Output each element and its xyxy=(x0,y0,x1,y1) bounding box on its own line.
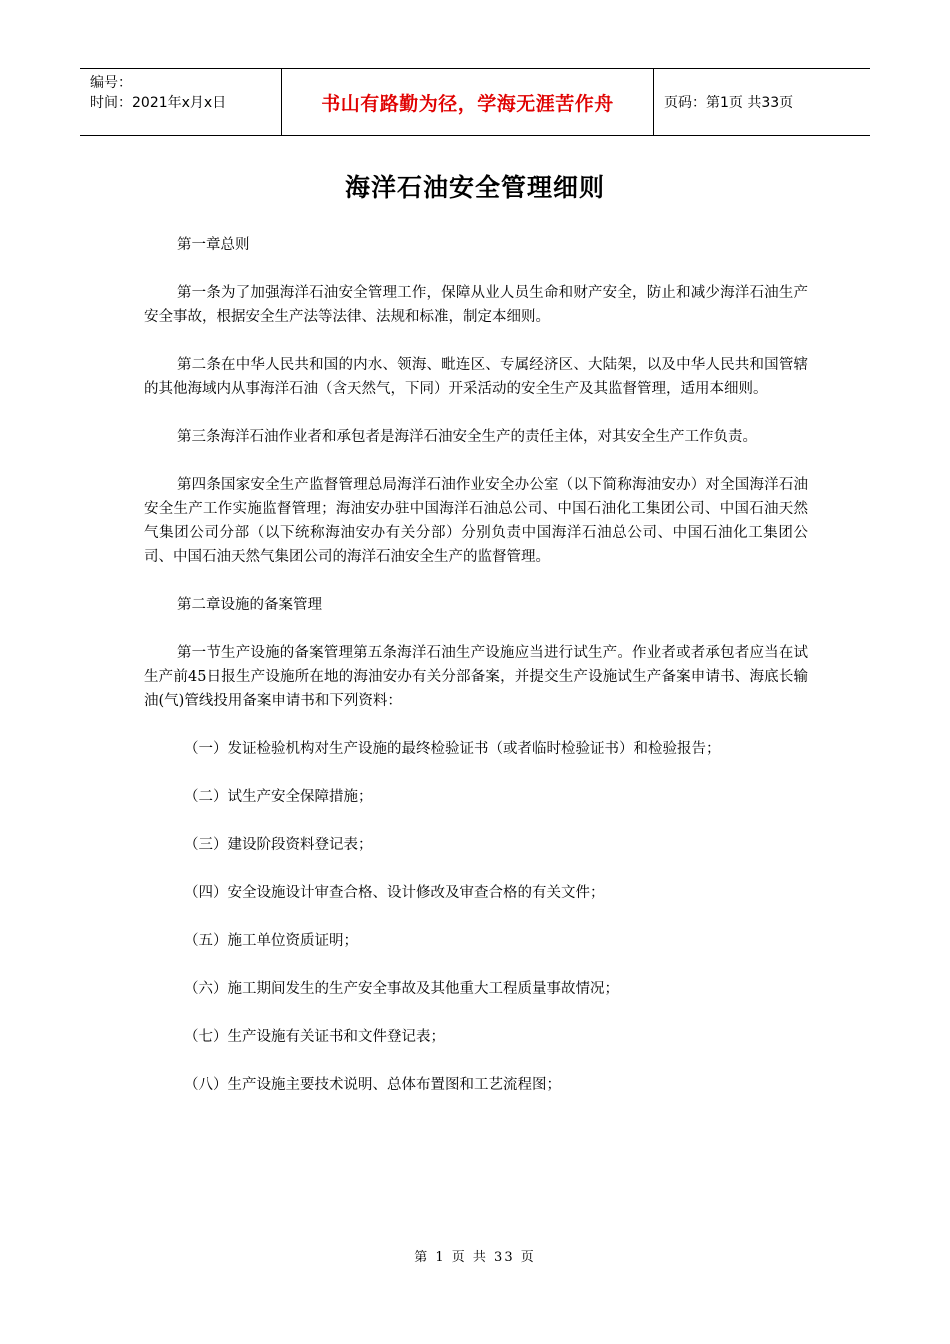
list-item: （三）建设阶段资料登记表； xyxy=(184,837,373,853)
list-item: （五）施工单位资质证明； xyxy=(184,933,358,949)
header-table xyxy=(80,68,870,136)
list-item: （四）安全设施设计审查合格、设计修改及审查合格的有关文件； xyxy=(184,885,605,901)
header-meta-cell xyxy=(80,69,282,135)
header-motto: 书山有路勤为径，学海无涯苦作舟 xyxy=(321,92,614,115)
list-item: （二）试生产安全保障措施； xyxy=(184,789,373,805)
document-title: 海洋石油安全管理细则 xyxy=(344,173,605,202)
chapter-heading: 第二章设施的备案管理 xyxy=(177,597,322,613)
document-body xyxy=(144,233,808,1121)
header-motto-cell xyxy=(282,69,654,135)
article-paragraph: 第四条国家安全生产监督管理总局海洋石油作业安全办公室（以下简称海油安办）对全国海洋石油安全生产工作实施监督管理；海油安办驻中国海洋石油总公司、中国石油化工集团公司、中国石油天然气集团公司分部（以下统称海油安办有关分部）分别负责中国海洋石油总公司、中国石油化工集团公司、中国石油天然气集团公司的海洋石油安全生产的监督管理。 xyxy=(144,477,808,565)
list-item: （一）发证检验机构对生产设施的最终检验证书（或者临时检验证书）和检验报告； xyxy=(184,741,721,757)
document-date: 时间：2021年x月x日 xyxy=(90,95,227,111)
page-footer: 第 1 页 共 33 页 xyxy=(414,1250,536,1265)
header-page-cell xyxy=(654,69,870,135)
list-item: （八）生产设施主要技术说明、总体布置图和工艺流程图； xyxy=(184,1077,561,1093)
document-number-label: 编号： xyxy=(90,75,132,91)
header-page-info: 页码：第1页 共33页 xyxy=(664,95,794,111)
article-paragraph: 第一节生产设施的备案管理第五条海洋石油生产设施应当进行试生产。作业者或者承包者应当在试生产前45日报生产设施所在地的海油安办有关分部备案，并提交生产设施试生产备案申请书、海底长输油(气)管线投用备案申请书和下列资料： xyxy=(144,645,808,709)
list-item: （七）生产设施有关证书和文件登记表； xyxy=(184,1029,445,1045)
article-paragraph: 第二条在中华人民共和国的内水、领海、毗连区、专属经济区、大陆架，以及中华人民共和国管辖的其他海域内从事海洋石油（含天然气，下同）开采活动的安全生产及其监督管理，适用本细则。 xyxy=(144,357,808,397)
list-item: （六）施工期间发生的生产安全事故及其他重大工程质量事故情况； xyxy=(184,981,619,997)
article-paragraph: 第一条为了加强海洋石油安全管理工作，保障从业人员生命和财产安全，防止和减少海洋石油生产安全事故，根据安全生产法等法律、法规和标准，制定本细则。 xyxy=(144,285,808,325)
chapter-heading: 第一章总则 xyxy=(177,237,250,253)
article-paragraph: 第三条海洋石油作业者和承包者是海洋石油安全生产的责任主体，对其安全生产工作负责。 xyxy=(177,429,757,445)
